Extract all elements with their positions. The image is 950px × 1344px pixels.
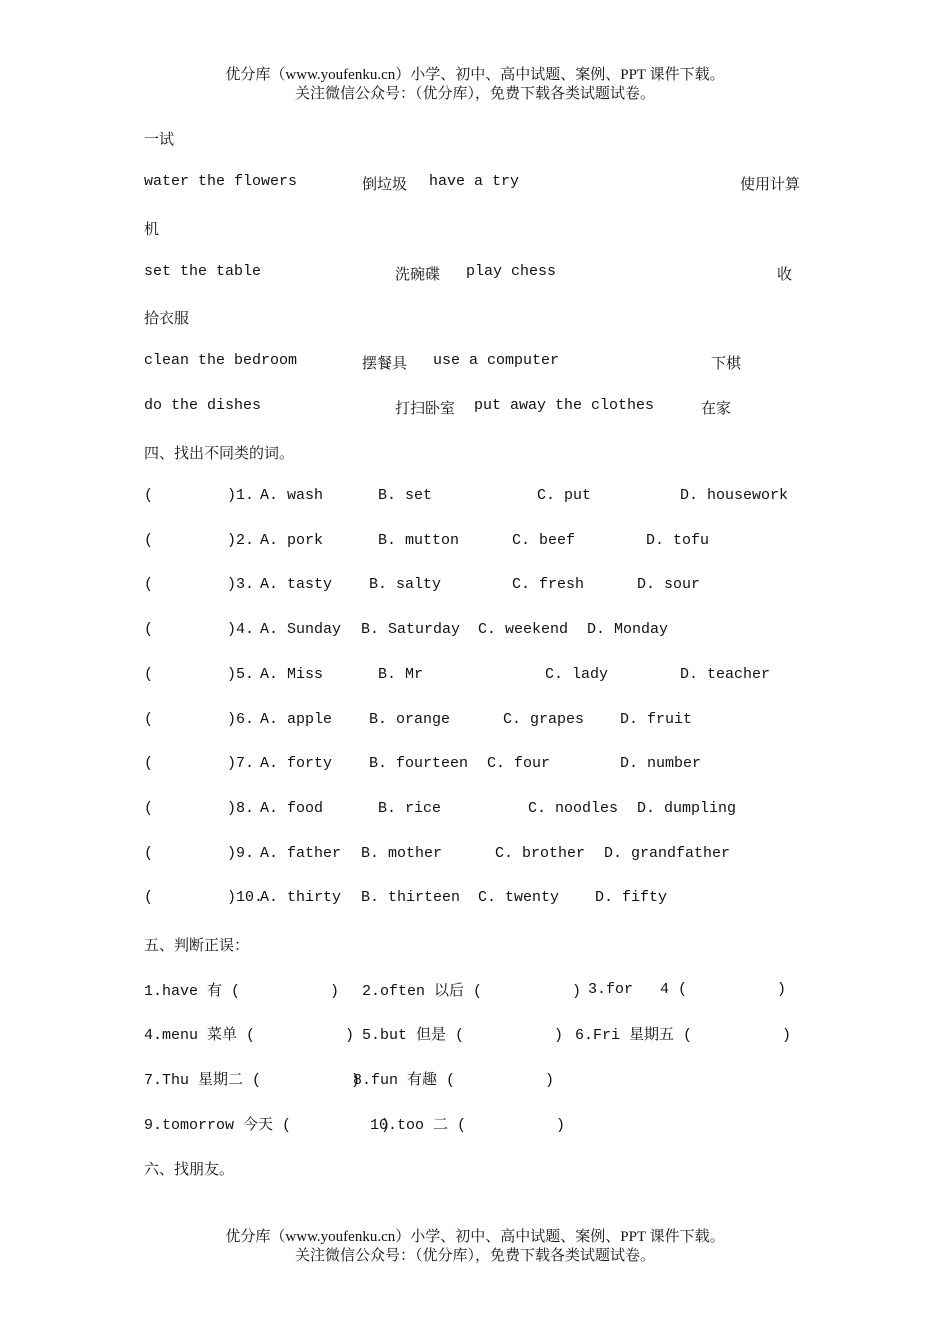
option-c: C. fresh [512, 576, 585, 594]
option-d: D. fruit [620, 710, 693, 728]
option-b: B. Saturday [361, 621, 461, 639]
vocab-cn-3: 洗碗碟 [395, 265, 441, 283]
vocab-cn-5: 摆餐具 [362, 354, 408, 372]
judge-item-5 [362, 1023, 563, 1044]
question-number: )7. [227, 755, 255, 773]
answer-paren-open: ( [144, 487, 154, 504]
option-a: A. pork [260, 531, 324, 549]
page-header [0, 66, 950, 104]
vocab-cn-4-cont: 拾衣服 [144, 309, 190, 327]
option-d: D. grandfather [604, 844, 731, 862]
question-number: )2. [227, 531, 255, 549]
judge-item-text: 8.fun 有趣 ( ) [353, 1072, 555, 1089]
answer-paren-open: ( [144, 755, 154, 773]
answer-paren-open: ( [144, 665, 154, 683]
option-c: C. weekend [478, 621, 569, 639]
vocab-cn-4: 收 [777, 265, 793, 283]
header-line-2: 关注微信公众号：（优分库），免费下载各类试题试卷。 [294, 86, 655, 102]
vocab-en-7: do the dishes [144, 397, 262, 414]
section-6-title: 六、找朋友。 [144, 1160, 235, 1178]
option-a: A. wash [260, 487, 324, 504]
vocab-cn-2: 使用计算 [740, 175, 801, 193]
judge-item-text: 1.have 有 ( ) [144, 983, 340, 1000]
option-b: B. orange [369, 710, 451, 728]
option-b: B. fourteen [369, 755, 469, 773]
page-footer [0, 1228, 950, 1266]
judge-item-6 [575, 1023, 791, 1044]
judge-item-9 [144, 1113, 390, 1134]
option-a: A. apple [260, 710, 333, 728]
vocab-en-8: put away the clothes [474, 397, 655, 414]
option-b: B. Mr [378, 665, 424, 683]
answer-paren-open: ( [144, 531, 154, 549]
answer-paren-open: ( [144, 844, 154, 862]
option-c: C. beef [512, 531, 576, 549]
judge-item-8 [353, 1068, 554, 1089]
section-5-title: 五、判断正误： [144, 936, 250, 954]
option-b: B. mother [361, 844, 443, 862]
judge-item-text: 10.too 二 ( ) [370, 1117, 566, 1134]
answer-paren-open: ( [144, 710, 154, 728]
vocab-en-4: play chess [466, 263, 557, 280]
question-number: )8. [227, 799, 255, 817]
option-c: C. put [537, 487, 592, 504]
vocab-cn-7: 打扫卧室 [395, 399, 456, 417]
option-b: B. mutton [378, 531, 460, 549]
option-a: A. thirty [260, 889, 342, 907]
answer-paren-open: ( [144, 889, 154, 907]
header-line-1: 优分库（www.youfenku.cn）小学、初中、高中试题、案例、PPT 课件下载。 [225, 67, 725, 83]
judge-item-text: 2.often 以后 ( ) [362, 983, 582, 1000]
option-b: B. salty [369, 576, 442, 594]
option-c: C. lady [545, 665, 609, 683]
answer-paren-open: ( [144, 576, 154, 594]
vocab-cn-2-cont: 机 [144, 220, 160, 238]
vocab-en-5: clean the bedroom [144, 352, 298, 369]
option-d: D. number [620, 755, 702, 773]
option-c: C. grapes [503, 710, 585, 728]
vocab-en-6: use a computer [433, 352, 560, 369]
option-c: C. noodles [528, 799, 619, 817]
option-a: A. father [260, 844, 342, 862]
judge-item-text: 7.Thu 星期二 ( ) [144, 1072, 361, 1089]
question-number: )5. [227, 665, 255, 683]
question-number: )4. [227, 621, 255, 639]
vocab-cn-8: 在家 [701, 399, 732, 417]
option-c: C. twenty [478, 889, 560, 907]
answer-paren-open: ( [144, 799, 154, 817]
judge-item-text: 5.but 但是 ( ) [362, 1027, 564, 1044]
judge-item-text: 6.Fri 星期五 ( ) [575, 1027, 792, 1044]
option-d: D. Monday [587, 621, 669, 639]
footer-line-1: 优分库（www.youfenku.cn）小学、初中、高中试题、案例、PPT 课件下载。 [225, 1229, 725, 1245]
option-a: A. Miss [260, 665, 324, 683]
question-number: )1. [227, 487, 255, 504]
option-d: D. housework [680, 487, 789, 504]
question-number: )3. [227, 576, 255, 594]
judge-item-2 [362, 979, 581, 1000]
judge-item-text: 9.tomorrow 今天 ( ) [144, 1117, 391, 1134]
vocab-en-3: set the table [144, 263, 262, 280]
section-4-title: 四、找出不同类的词。 [144, 444, 295, 462]
answer-paren-open: ( [144, 621, 154, 639]
option-a: A. tasty [260, 576, 333, 594]
option-d: D. fifty [595, 889, 668, 907]
judge-item-4 [144, 1023, 354, 1044]
section-yishi-title: 一试 [144, 130, 175, 148]
option-c: C. four [487, 755, 551, 773]
option-b: B. thirteen [361, 889, 461, 907]
option-d: D. dumpling [637, 799, 737, 817]
footer-line-2: 关注微信公众号：（优分库），免费下载各类试题试卷。 [294, 1248, 655, 1264]
vocab-en-1: water the flowers [144, 173, 298, 190]
option-a: A. food [260, 799, 324, 817]
vocab-cn-1: 倒垃圾 [362, 175, 408, 193]
option-b: B. set [378, 487, 433, 504]
judge-item-7 [144, 1068, 360, 1089]
judge-item-text: 3.for 4 ( ) [588, 981, 787, 998]
judge-item-10 [370, 1113, 565, 1134]
option-b: B. rice [378, 799, 442, 817]
option-a: A. forty [260, 755, 333, 773]
judge-item-1 [144, 979, 339, 1000]
option-d: D. teacher [680, 665, 771, 683]
question-number: )6. [227, 710, 255, 728]
question-number: )10. [227, 889, 264, 907]
option-d: D. sour [637, 576, 701, 594]
judge-item-text: 4.menu 菜单 ( ) [144, 1027, 355, 1044]
option-d: D. tofu [646, 531, 710, 549]
option-a: A. Sunday [260, 621, 342, 639]
judge-item-3 [588, 979, 786, 998]
question-number: )9. [227, 844, 255, 862]
vocab-en-2: have a try [429, 173, 520, 190]
vocab-cn-6: 下棋 [711, 354, 742, 372]
option-c: C. brother [495, 844, 586, 862]
